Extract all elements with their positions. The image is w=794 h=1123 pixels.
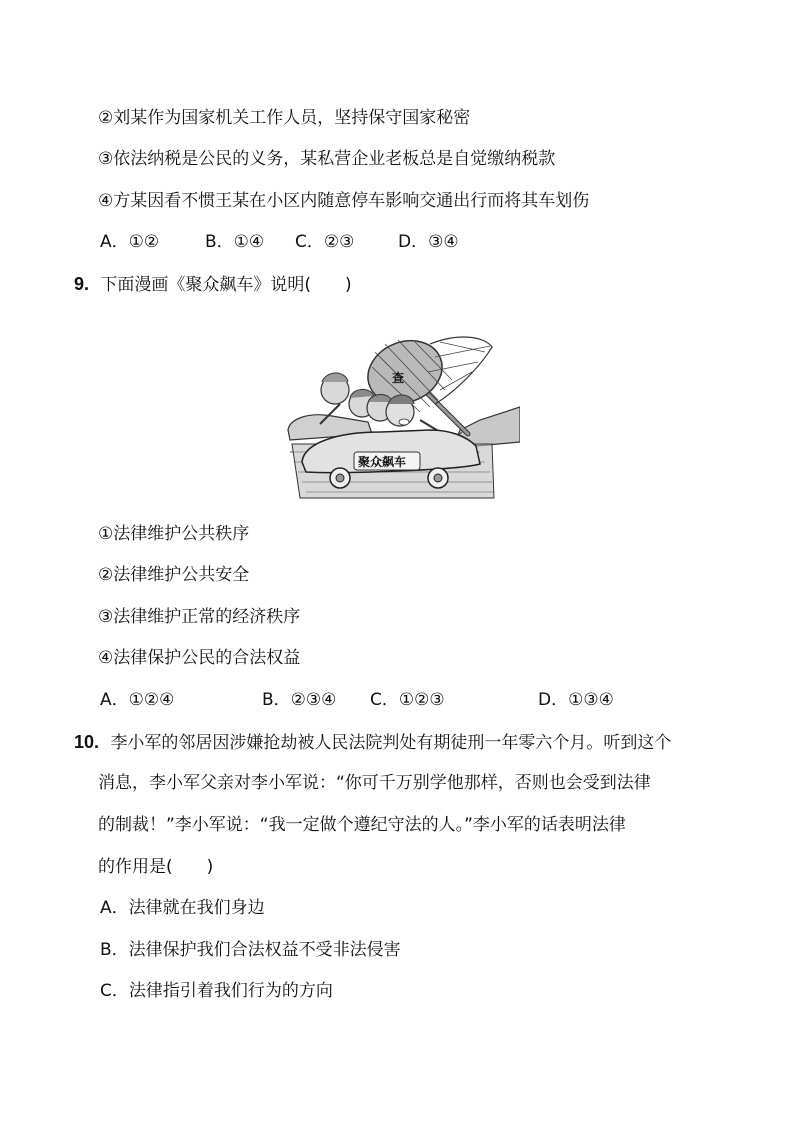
q9-item-3: ③法律维护正常的经济秩序	[98, 607, 301, 627]
q9-stem-text: 下面漫画《聚众飙车》说明( )	[100, 275, 352, 295]
q10-stem-text-1: 李小军的邻居因涉嫌抢劫被人民法院判处有期徒刑一年零六个月。听到这个	[110, 733, 672, 753]
q8-option-c[interactable]: C．②③	[295, 232, 355, 252]
comic-illustration	[280, 312, 520, 504]
q9-option-d[interactable]: D．①③④	[538, 690, 614, 710]
car-label: 聚众飙车	[358, 455, 407, 469]
q9-option-c[interactable]: C．①②③	[370, 690, 445, 710]
q8-item-4: ④方某因看不惯王某在小区内随意停车影响交通出行而将其车划伤	[98, 191, 590, 211]
q9-option-a[interactable]: A．①②④	[100, 690, 175, 710]
comic-drawing	[280, 312, 520, 504]
q9-stem	[74, 272, 352, 297]
q8-option-d[interactable]: D．③④	[398, 232, 459, 252]
q8-option-b[interactable]: B．①④	[205, 232, 265, 252]
q10-option-c[interactable]: C．法律指引着我们行为的方向	[100, 981, 333, 1001]
net-label: 查	[392, 371, 405, 385]
q9-option-b[interactable]: B．②③④	[262, 690, 337, 710]
q9-item-4: ④法律保护公民的合法权益	[98, 648, 301, 668]
q10-stem-line-3: 的制裁！”李小军说：“我一定做个遵纪守法的人。”李小军的话表明法律	[98, 815, 626, 835]
q10-option-b[interactable]: B．法律保护我们合法权益不受非法侵害	[100, 940, 401, 960]
q9-item-1: ①法律维护公共秩序	[98, 524, 250, 544]
q9-number: 9.	[74, 274, 90, 294]
q9-item-2: ②法律维护公共安全	[98, 565, 250, 585]
q8-item-3: ③依法纳税是公民的义务，某私营企业老板总是自觉缴纳税款	[98, 149, 556, 169]
q10-number: 10.	[74, 732, 100, 752]
q10-stem-line-2: 消息，李小军父亲对李小军说：“你可千万别学他那样，否则也会受到法律	[98, 773, 651, 793]
q10-stem-line-1	[74, 730, 671, 755]
q10-option-a[interactable]: A．法律就在我们身边	[100, 898, 265, 918]
q10-stem-line-4: 的作用是( )	[98, 857, 214, 877]
q8-option-a[interactable]: A．①②	[100, 232, 160, 252]
q8-item-2: ②刘某作为国家机关工作人员，坚持保守国家秘密	[98, 108, 471, 128]
